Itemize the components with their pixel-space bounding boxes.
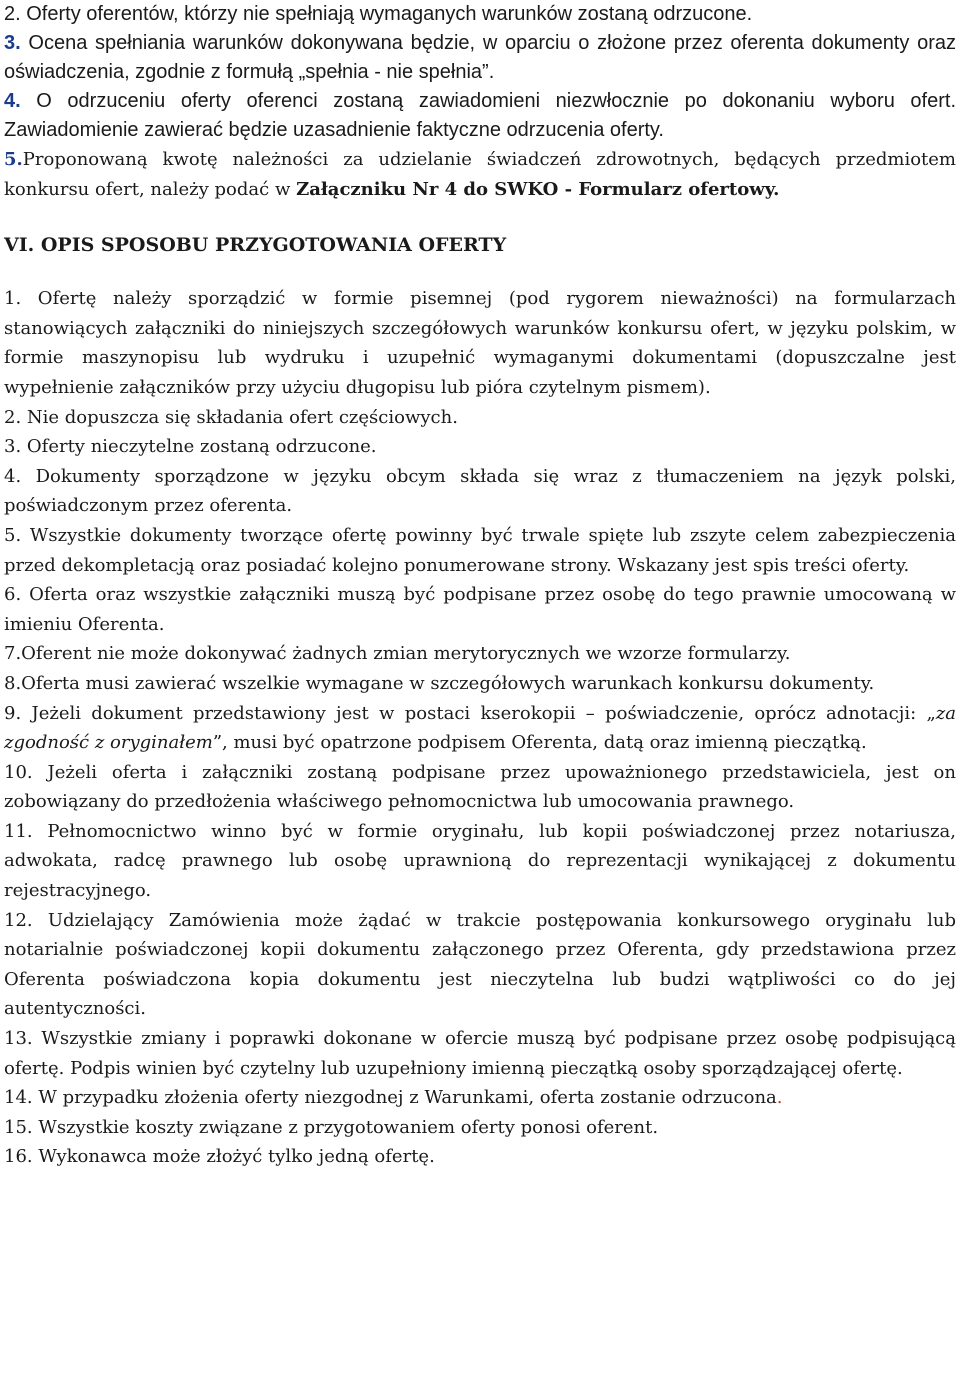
paragraph-3-number: 3. <box>4 32 21 54</box>
list-item: 8.Oferta musi zawierać wszelkie wymagane w szczegółowych warunkach konkursu dokumenty. <box>4 672 875 694</box>
list-item: 3. Oferty nieczytelne zostaną odrzucone. <box>4 436 377 458</box>
list-item: 7.Oferent nie może dokonywać żadnych zmian merytorycznych we wzorze formularzy. <box>4 643 791 665</box>
paragraph-5-text: Proponowaną kwotę należności za udzielanie świadczeń zdrowotnych, będących przedmiotem konkursu ofert, należy podać w <box>4 149 956 200</box>
list-item: 2. Nie dopuszcza się składania ofert częściowych. <box>4 406 458 428</box>
paragraph-5-attachment: Załączniku Nr 4 do SWKO - Formularz ofertowy. <box>296 178 780 200</box>
list-item <box>4 1083 956 1113</box>
paragraph-5-block <box>4 145 956 204</box>
top-paragraphs <box>4 0 956 145</box>
list-item: 16. Wykonawca może złożyć tylko jedną ofertę. <box>4 1146 435 1168</box>
list-item <box>4 699 956 758</box>
list-item: 4. Dokumenty sporządzone w języku obcym składa się wraz z tłumaczeniem na język polski, poświadczonym przez oferenta. <box>4 465 956 517</box>
list-item: 12. Udzielający Zamówienia może żądać w trakcie postępowania konkursowego oryginału lub notarialnie poświadczonej kopii dokumentu załączonego przez Oferenta, gdy przedstawiona przez Oferenta poświadczona kopia dokumentu jest nieczytelna lub budzi wątpliwości co do jej autentyczności. <box>4 909 956 1020</box>
item-14-text: 14. W przypadku złożenia oferty niezgodnej z Warunkami, oferta zostanie odrzucona <box>4 1087 777 1109</box>
list-item: 13. Wszystkie zmiany i poprawki dokonane w ofercie muszą być podpisane przez osobę podpisującą ofertę. Podpis winien być czytelny lub uzupełniony imienną pieczątką osoby sporządzającej ofertę. <box>4 1028 956 1079</box>
list-item: 11. Pełnomocnictwo winno być w formie oryginału, lub kopii poświadczonej przez notariusza, adwokata, radcę prawnego lub osobę uprawnioną do reprezentacji wynikającej z dokumentu rejestracyjnego. <box>4 820 956 902</box>
list-item: 5. Wszystkie dokumenty tworzące ofertę powinny być trwale spięte lub zszyte celem zabezpieczenia przed dekompletacją oraz posiadać kolejno ponumerowane strony. Wskazany jest spis treści oferty. <box>4 524 956 576</box>
item-9-text-a: 9. Jeżeli dokument przedstawiony jest w postaci kserokopii – poświadczenie, oprócz adnotacji: „ <box>4 702 936 724</box>
list-item: 1. Ofertę należy sporządzić w formie pisemnej (pod rygorem nieważności) na formularzach stanowiących załączniki do niniejszych szczegółowych warunków konkursu ofert, w języku polskim, w formie maszynopisu lub wydruku i uzupełnić wymaganymi dokumentami (dopuszczalne jest wypełnienie załączników przy użyciu długopisu lub pióra czytelnym pismem). <box>4 288 956 398</box>
paragraph-3-text: Ocena spełniania warunków dokonywana będzie, w oparciu o złożone przez oferenta dokumenty oraz oświadczenia, zgodnie z formułą „spełnia - nie spełnia”. <box>4 32 956 83</box>
paragraph-5-number: 5. <box>4 149 23 170</box>
section-items <box>4 284 956 1172</box>
item-9-text-b: ”, musi być opatrzone podpisem Oferenta, datą oraz imienną pieczątką. <box>212 732 867 754</box>
section-heading: VI. OPIS SPOSOBU PRZYGOTOWANIA OFERTY <box>4 234 507 257</box>
paragraph-5 <box>4 145 956 204</box>
paragraph-4 <box>4 87 956 145</box>
paragraph-4-number: 4. <box>4 90 21 112</box>
item-14-dot: . <box>776 1087 783 1109</box>
paragraph-3 <box>4 29 956 87</box>
paragraph-4-text: O odrzuceniu oferty oferenci zostaną zawiadomieni niezwłocznie po dokonaniu wyboru ofert. Zawiadomienie zawierać będzie uzasadnienie faktyczne odrzucenia oferty. <box>4 90 956 141</box>
list-item: 10. Jeżeli oferta i załączniki zostaną podpisane przez upoważnionego przedstawiciela, jest on zobowiązany do przedłożenia właściwego pełnomocnictwa lub umocowania prawnego. <box>4 761 956 813</box>
list-item: 6. Oferta oraz wszystkie załączniki muszą być podpisane przez osobę do tego prawnie umocowaną w imieniu Oferenta. <box>4 584 956 635</box>
item-9-italic: za zgodność z oryginałem <box>4 702 956 754</box>
list-item: 15. Wszystkie koszty związane z przygotowaniem oferty ponosi oferent. <box>4 1116 659 1138</box>
paragraph-2: 2. Oferty oferentów, którzy nie spełniają wymaganych warunków zostaną odrzucone. <box>4 3 753 25</box>
